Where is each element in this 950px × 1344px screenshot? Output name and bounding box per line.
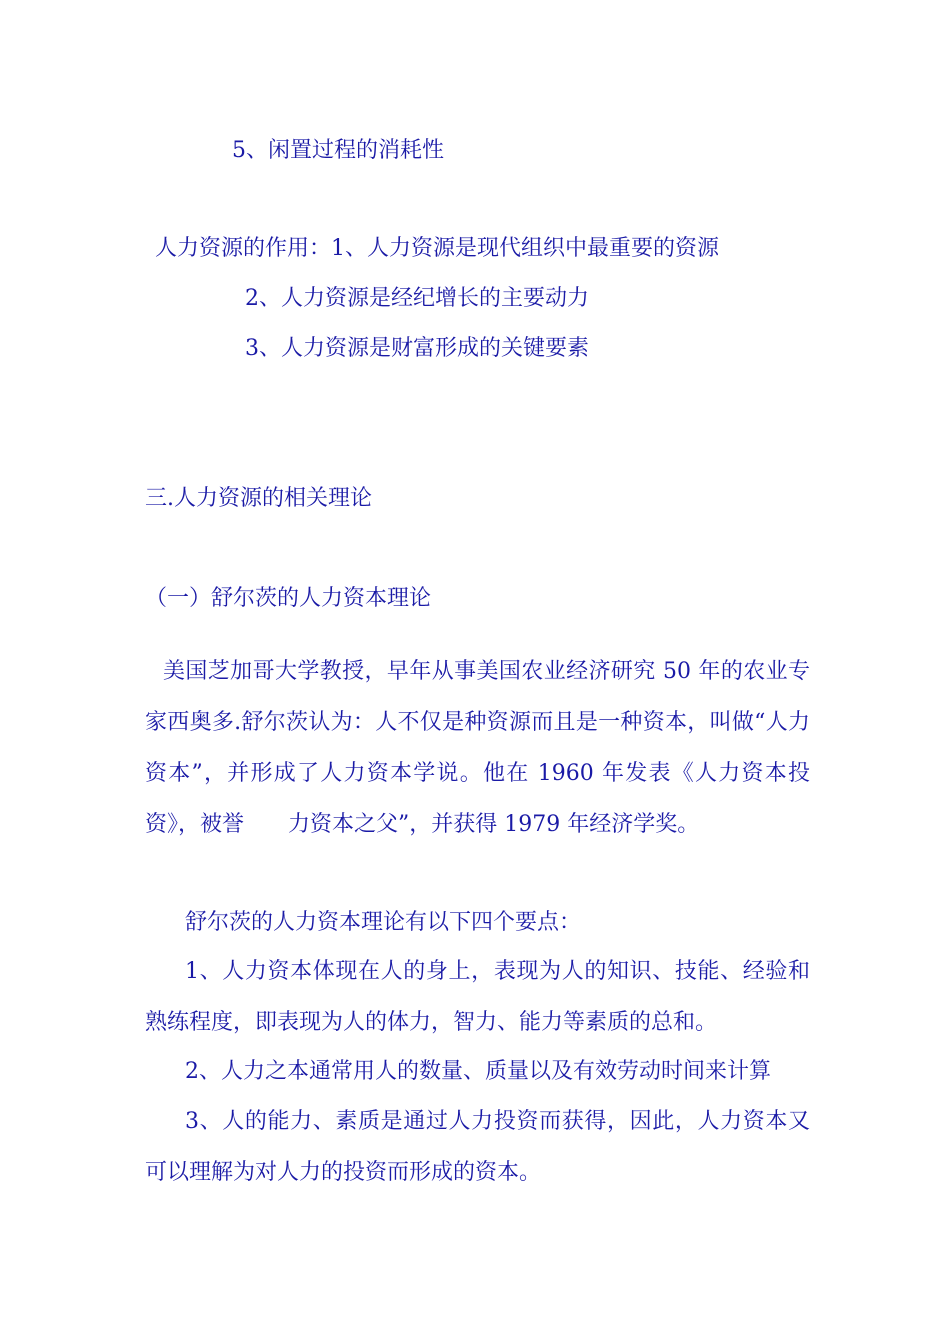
points-intro: 舒尔茨的人力资本理论有以下四个要点：: [185, 910, 582, 935]
role-lead-line: 人力资源的作用：1、人力资源是现代组织中最重要的资源: [155, 236, 719, 261]
point-1: 1、人力资本体现在人的身上，表现为人的知识、技能、经验和熟练程度，即表现为人的体力，智力、能力等素质的总和。: [145, 959, 810, 1035]
point-2: 2、人力之本通常用人的数量、质量以及有效劳动时间来计算: [185, 1059, 771, 1084]
subsection-heading: （一）舒尔茨的人力资本理论: [145, 586, 432, 611]
list-item-5: 5、闲置过程的消耗性: [232, 138, 444, 163]
role-item-3: 3、人力资源是财富形成的关键要素: [245, 336, 589, 361]
section-heading: 三.人力资源的相关理论: [145, 486, 372, 511]
point-3: 3、人的能力、素质是通过人力投资而获得，因此，人力资本又可以理解为对人力的投资而形成的资本。: [145, 1109, 810, 1185]
role-item-2: 2、人力资源是经纪增长的主要动力: [245, 286, 589, 311]
bio-paragraph: 美国芝加哥大学教授，早年从事美国农业经济研究 50 年的农业专家西奥多.舒尔茨认为：人不仅是种资源而且是一种资本，叫做“人力资本”，并形成了人力资本学说。他在 1960 年发表《人力资本投资》，被誉 力资本之父”，并获得 1979 年经济学奖。: [145, 659, 810, 837]
